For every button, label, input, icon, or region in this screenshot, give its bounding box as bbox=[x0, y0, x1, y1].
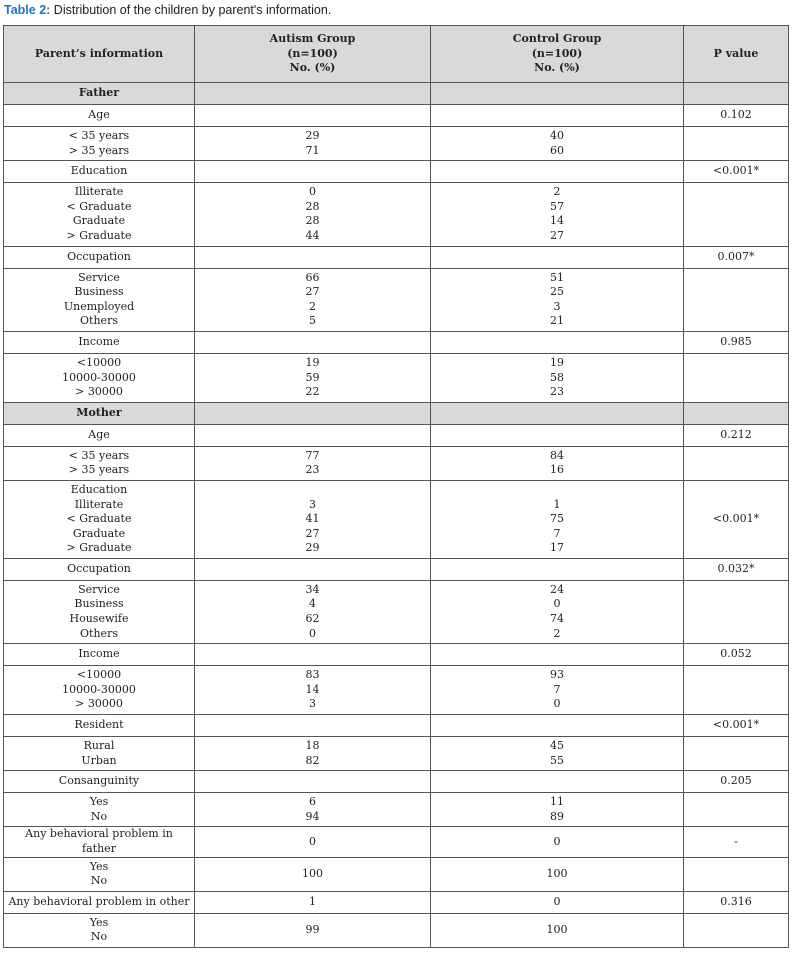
p-value bbox=[684, 353, 789, 402]
p-value: <0.001* bbox=[684, 161, 789, 183]
autism-value: 99 bbox=[305, 923, 320, 937]
category-label: Business bbox=[74, 597, 124, 611]
header-row bbox=[4, 26, 789, 83]
autism-value: 41 bbox=[305, 512, 320, 526]
control-value: 0 bbox=[431, 891, 684, 913]
p-value: - bbox=[684, 827, 789, 857]
section-cell-control bbox=[431, 83, 684, 105]
control-value: 45 bbox=[550, 739, 564, 753]
header-autism-group bbox=[195, 26, 431, 83]
control-value bbox=[431, 771, 684, 793]
control-value bbox=[431, 644, 684, 666]
category-label: Graduate bbox=[72, 214, 126, 228]
values-row bbox=[4, 480, 789, 558]
category-label: Graduate bbox=[72, 526, 126, 540]
category-labels bbox=[4, 666, 195, 715]
category-label: < 35 years bbox=[68, 448, 130, 462]
autism-value: 94 bbox=[305, 809, 320, 823]
autism-value bbox=[198, 483, 427, 498]
control-value: 2 bbox=[553, 185, 561, 199]
category-label: Urban bbox=[81, 753, 117, 767]
control-value: 55 bbox=[550, 753, 564, 767]
section-row bbox=[4, 402, 789, 424]
autism-value: 6 bbox=[309, 795, 316, 809]
control-value bbox=[431, 558, 684, 580]
variable-label: Any behavioral problem in other bbox=[4, 891, 195, 913]
section-label: Father bbox=[4, 83, 195, 105]
autism-value: 44 bbox=[305, 228, 320, 242]
category-label: > Graduate bbox=[66, 541, 132, 555]
control-value: 2 bbox=[553, 626, 561, 640]
table-caption bbox=[4, 3, 331, 17]
header-parent-info: Parent’s information bbox=[4, 26, 195, 83]
section-cell-p bbox=[684, 402, 789, 424]
p-value bbox=[684, 183, 789, 246]
autism-values bbox=[195, 580, 431, 643]
variable-row bbox=[4, 161, 789, 183]
control-values bbox=[431, 737, 684, 771]
autism-value: 34 bbox=[305, 582, 320, 596]
p-value: 0.102 bbox=[684, 105, 789, 127]
p-value bbox=[684, 446, 789, 480]
control-values bbox=[431, 857, 684, 891]
category-labels bbox=[4, 737, 195, 771]
variable-row bbox=[4, 246, 789, 268]
variable-label: Consanguinity bbox=[4, 771, 195, 793]
control-value: 14 bbox=[550, 214, 564, 228]
control-value bbox=[431, 424, 684, 446]
autism-value: 100 bbox=[302, 866, 323, 880]
variable-label: Occupation bbox=[4, 246, 195, 268]
control-value: 27 bbox=[550, 228, 564, 242]
section-cell-autism bbox=[195, 83, 431, 105]
p-value: 0.212 bbox=[684, 424, 789, 446]
category-label: < Graduate bbox=[66, 512, 132, 526]
section-cell-p bbox=[684, 83, 789, 105]
autism-value: 0 bbox=[309, 185, 316, 199]
header-autism-line: Autism Group bbox=[269, 32, 356, 46]
autism-value: 2 bbox=[309, 299, 316, 313]
autism-value bbox=[195, 161, 431, 183]
control-value: 58 bbox=[550, 370, 564, 384]
category-label: < 35 years bbox=[68, 129, 130, 142]
autism-value: 23 bbox=[305, 463, 320, 477]
p-value bbox=[684, 268, 789, 331]
control-value: 75 bbox=[550, 512, 564, 526]
control-value: 7 bbox=[553, 526, 561, 540]
control-value bbox=[434, 483, 680, 498]
category-label: Unemployed bbox=[63, 299, 135, 313]
autism-values bbox=[195, 913, 431, 947]
control-value: 60 bbox=[550, 143, 564, 157]
autism-values bbox=[195, 737, 431, 771]
control-value: 74 bbox=[550, 612, 564, 626]
category-label: No bbox=[90, 809, 108, 823]
category-label: No bbox=[90, 874, 108, 888]
autism-value: 29 bbox=[305, 541, 320, 555]
category-label: > 35 years bbox=[68, 463, 130, 477]
autism-value: 27 bbox=[305, 526, 320, 540]
autism-value: 29 bbox=[305, 129, 320, 142]
autism-values bbox=[195, 183, 431, 246]
autism-value bbox=[195, 246, 431, 268]
control-value: 100 bbox=[546, 866, 568, 880]
p-value bbox=[684, 737, 789, 771]
control-value: 100 bbox=[546, 923, 568, 937]
category-label: > 30000 bbox=[75, 385, 123, 399]
category-label: <10000 bbox=[76, 355, 122, 369]
category-labels bbox=[4, 480, 195, 558]
values-row bbox=[4, 268, 789, 331]
values-row bbox=[4, 913, 789, 947]
control-values bbox=[431, 666, 684, 715]
autism-value: 3 bbox=[309, 497, 316, 511]
category-label: Yes bbox=[89, 915, 109, 929]
control-value: 0 bbox=[431, 827, 684, 857]
category-labels bbox=[4, 857, 195, 891]
control-value: 0 bbox=[553, 697, 561, 711]
control-value: 93 bbox=[550, 668, 564, 682]
autism-values bbox=[195, 353, 431, 402]
control-values bbox=[431, 268, 684, 331]
control-values bbox=[431, 353, 684, 402]
category-label: < Graduate bbox=[66, 199, 132, 213]
variable-row bbox=[4, 331, 789, 353]
control-value: 16 bbox=[550, 463, 564, 477]
autism-values bbox=[195, 666, 431, 715]
autism-value: 22 bbox=[305, 385, 320, 399]
values-row bbox=[4, 857, 789, 891]
values-row bbox=[4, 737, 789, 771]
control-value bbox=[431, 246, 684, 268]
variable-row bbox=[4, 771, 789, 793]
caption-text: Distribution of the children by parent's information. bbox=[50, 3, 332, 17]
p-value bbox=[684, 127, 789, 161]
category-label: Others bbox=[80, 626, 118, 640]
category-labels bbox=[4, 580, 195, 643]
autism-values bbox=[195, 446, 431, 480]
values-row bbox=[4, 666, 789, 715]
category-label: > 30000 bbox=[75, 697, 123, 711]
parent-info-table bbox=[3, 25, 789, 948]
values-row bbox=[4, 353, 789, 402]
control-value bbox=[431, 715, 684, 737]
variable-row bbox=[4, 558, 789, 580]
control-value: 7 bbox=[553, 682, 561, 696]
control-value: 89 bbox=[550, 809, 564, 823]
control-value: 11 bbox=[550, 795, 564, 809]
control-value: 24 bbox=[550, 582, 564, 596]
category-label: > Graduate bbox=[66, 228, 132, 242]
category-labels bbox=[4, 268, 195, 331]
control-value: 1 bbox=[553, 497, 561, 511]
section-label: Mother bbox=[4, 402, 195, 424]
control-value: 51 bbox=[550, 270, 564, 284]
p-value: <0.001* bbox=[684, 715, 789, 737]
category-labels bbox=[4, 446, 195, 480]
category-labels bbox=[4, 353, 195, 402]
p-value bbox=[684, 857, 789, 891]
autism-value: 66 bbox=[305, 270, 320, 284]
control-values bbox=[431, 913, 684, 947]
variable-label: Income bbox=[4, 644, 195, 666]
p-value: 0.007* bbox=[684, 246, 789, 268]
autism-value: 59 bbox=[305, 370, 320, 384]
control-values bbox=[431, 127, 684, 161]
p-value bbox=[684, 666, 789, 715]
header-control-line: No. (%) bbox=[534, 61, 580, 75]
p-value bbox=[684, 913, 789, 947]
autism-value: 18 bbox=[305, 739, 320, 753]
autism-value: 28 bbox=[305, 214, 320, 228]
control-value: 17 bbox=[550, 541, 564, 555]
category-label: <10000 bbox=[76, 668, 122, 682]
category-label: No bbox=[90, 930, 108, 944]
header-control-group bbox=[431, 26, 684, 83]
autism-value bbox=[195, 105, 431, 127]
category-label: Housewife bbox=[69, 612, 129, 626]
category-label: Rural bbox=[83, 739, 115, 753]
autism-value bbox=[195, 771, 431, 793]
control-values bbox=[431, 446, 684, 480]
autism-value: 1 bbox=[195, 891, 431, 913]
variable-label: Age bbox=[4, 424, 195, 446]
control-value: 57 bbox=[550, 199, 564, 213]
category-label: Others bbox=[80, 314, 118, 328]
control-value: 23 bbox=[550, 385, 564, 399]
control-value: 19 bbox=[550, 355, 564, 369]
autism-value bbox=[195, 331, 431, 353]
caption-label: Table 2: bbox=[4, 3, 51, 17]
header-autism-line: No. (%) bbox=[289, 61, 336, 75]
autism-value: 28 bbox=[305, 199, 320, 213]
values-row bbox=[4, 446, 789, 480]
autism-value: 5 bbox=[309, 314, 316, 328]
variable-row bbox=[4, 424, 789, 446]
control-value: 25 bbox=[550, 285, 564, 299]
p-value: 0.205 bbox=[684, 771, 789, 793]
p-value: 0.985 bbox=[684, 331, 789, 353]
section-row bbox=[4, 83, 789, 105]
control-value: 21 bbox=[550, 314, 564, 328]
values-row bbox=[4, 127, 789, 161]
autism-value: 77 bbox=[305, 448, 320, 462]
category-label: Yes bbox=[89, 859, 109, 873]
category-labels bbox=[4, 793, 195, 827]
category-label: > 35 years bbox=[68, 143, 130, 157]
p-value bbox=[684, 580, 789, 643]
category-label: Education bbox=[70, 482, 128, 496]
control-value bbox=[431, 105, 684, 127]
category-label: Illiterate bbox=[74, 185, 124, 199]
category-labels bbox=[4, 183, 195, 246]
p-value: 0.032* bbox=[684, 558, 789, 580]
p-value: 0.316 bbox=[684, 891, 789, 913]
control-value bbox=[431, 331, 684, 353]
autism-values bbox=[195, 268, 431, 331]
category-label: Service bbox=[78, 582, 120, 596]
header-autism-line: (n=100) bbox=[287, 46, 338, 60]
category-label: Service bbox=[78, 270, 120, 284]
control-value: 0 bbox=[553, 597, 561, 611]
p-value bbox=[684, 793, 789, 827]
category-labels bbox=[4, 913, 195, 947]
variable-label: Resident bbox=[4, 715, 195, 737]
header-p-value: P value bbox=[684, 26, 789, 83]
section-cell-autism bbox=[195, 402, 431, 424]
autism-value: 62 bbox=[305, 612, 320, 626]
autism-value bbox=[195, 715, 431, 737]
variable-label: Age bbox=[4, 105, 195, 127]
variable-label: Income bbox=[4, 331, 195, 353]
autism-values bbox=[195, 857, 431, 891]
control-value: 84 bbox=[550, 448, 564, 462]
variable-row bbox=[4, 644, 789, 666]
autism-value: 82 bbox=[305, 753, 320, 767]
autism-value: 14 bbox=[305, 682, 320, 696]
variable-label: Any behavioral problem in father bbox=[4, 827, 195, 857]
control-values bbox=[431, 480, 684, 558]
header-control-line: Control Group bbox=[512, 32, 602, 46]
autism-value bbox=[195, 558, 431, 580]
control-value: 40 bbox=[550, 129, 564, 142]
p-value: <0.001* bbox=[684, 480, 789, 558]
autism-value: 27 bbox=[305, 285, 320, 299]
variable-row bbox=[4, 891, 789, 913]
variable-row bbox=[4, 715, 789, 737]
values-row bbox=[4, 793, 789, 827]
control-value: 3 bbox=[553, 299, 561, 313]
autism-value: 4 bbox=[309, 597, 316, 611]
autism-value: 0 bbox=[309, 626, 316, 640]
variable-label: Occupation bbox=[4, 558, 195, 580]
autism-value: 19 bbox=[305, 355, 320, 369]
control-values bbox=[431, 580, 684, 643]
autism-value: 83 bbox=[305, 668, 320, 682]
category-label: Business bbox=[74, 285, 124, 299]
table-body bbox=[4, 83, 789, 948]
p-value: 0.052 bbox=[684, 644, 789, 666]
autism-value: 71 bbox=[305, 143, 320, 157]
autism-value bbox=[195, 424, 431, 446]
autism-values bbox=[195, 793, 431, 827]
autism-value: 3 bbox=[309, 697, 316, 711]
values-row bbox=[4, 580, 789, 643]
control-values bbox=[431, 793, 684, 827]
values-row bbox=[4, 183, 789, 246]
autism-value bbox=[195, 644, 431, 666]
variable-row bbox=[4, 827, 789, 857]
variable-row bbox=[4, 105, 789, 127]
control-values bbox=[431, 183, 684, 246]
category-label: Illiterate bbox=[74, 497, 124, 511]
control-value bbox=[431, 161, 684, 183]
category-label: Yes bbox=[89, 795, 109, 809]
category-labels bbox=[4, 127, 195, 161]
category-label: 10000-30000 bbox=[62, 682, 136, 696]
section-cell-control bbox=[431, 402, 684, 424]
header-control-line: (n=100) bbox=[531, 46, 583, 60]
variable-label: Education bbox=[4, 161, 195, 183]
autism-values bbox=[195, 127, 431, 161]
autism-value: 0 bbox=[195, 827, 431, 857]
autism-values bbox=[195, 480, 431, 558]
category-label: 10000-30000 bbox=[62, 370, 136, 384]
